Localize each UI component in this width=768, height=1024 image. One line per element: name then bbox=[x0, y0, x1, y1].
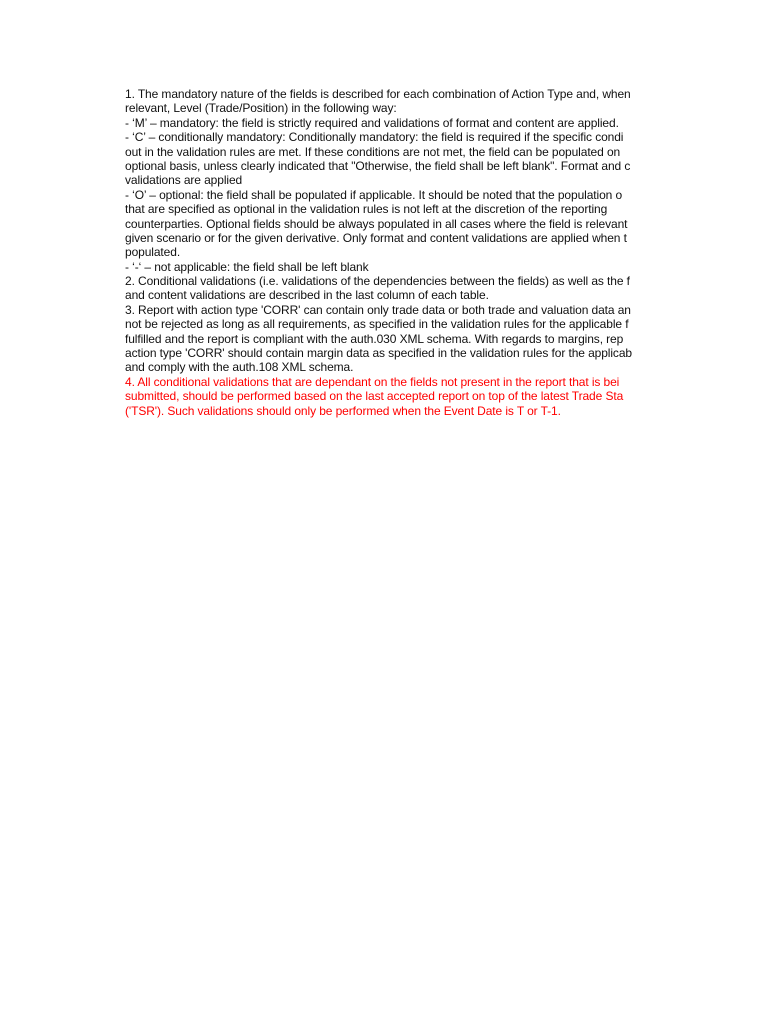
text-line: fulfilled and the report is compliant with the auth.030 XML schema. With regards to margins, rep bbox=[125, 331, 624, 346]
text-line: 3. Report with action type 'CORR' can contain only trade data or both trade and valuation data an bbox=[125, 302, 631, 317]
text-line: - ‘M’ – mandatory: the field is strictly required and validations of format and content are applied. bbox=[125, 115, 619, 130]
text-line: out in the validation rules are met. If these conditions are not met, the field can be populated on bbox=[125, 144, 621, 159]
text-line: not be rejected as long as all requirements, as specified in the validation rules for the applicable f bbox=[125, 317, 629, 332]
text-line: - ‘O’ – optional: the field shall be populated if applicable. It should be noted that the population o bbox=[125, 187, 623, 202]
text-line: validations are applied bbox=[125, 173, 243, 188]
text-line: that are specified as optional in the validation rules is not left at the discretion of the reporting bbox=[125, 202, 608, 217]
text-line: 2. Conditional validations (i.e. validations of the dependencies between the fields) as well as the f bbox=[125, 274, 630, 289]
text-line: - ‘-‘ – not applicable: the field shall be left blank bbox=[125, 259, 369, 274]
highlighted-text-line: submitted, should be performed based on the last accepted report on top of the latest Trade Sta bbox=[125, 389, 624, 404]
text-line: 1. The mandatory nature of the fields is described for each combination of Action Type and, when bbox=[125, 87, 631, 101]
text-line: - ‘C’ – conditionally mandatory: Conditionally mandatory: the field is required if the specific condi bbox=[125, 130, 624, 145]
text-line: given scenario or for the given derivative. Only format and content validations are applied when t bbox=[125, 230, 627, 245]
text-line: populated. bbox=[125, 245, 181, 260]
text-line: relevant, Level (Trade/Position) in the following way: bbox=[125, 101, 397, 116]
highlighted-text-line: ('TSR'). Such validations should only be performed when the Event Date is T or T-1. bbox=[125, 403, 561, 418]
text-line: action type 'CORR' should contain margin data as specified in the validation rules for the applicab bbox=[125, 346, 632, 361]
highlighted-text-line: 4. All conditional validations that are dependant on the fields not present in the report that is bei bbox=[125, 374, 620, 389]
text-line: counterparties. Optional fields should be always populated in all cases where the field is relevant bbox=[125, 216, 628, 231]
text-line: and comply with the auth.108 XML schema. bbox=[125, 360, 354, 375]
document-text-block bbox=[125, 87, 668, 418]
text-line: and content validations are described in the last column of each table. bbox=[125, 288, 489, 303]
text-line: optional basis, unless clearly indicated that "Otherwise, the field shall be left blank". Format and c bbox=[125, 158, 631, 173]
